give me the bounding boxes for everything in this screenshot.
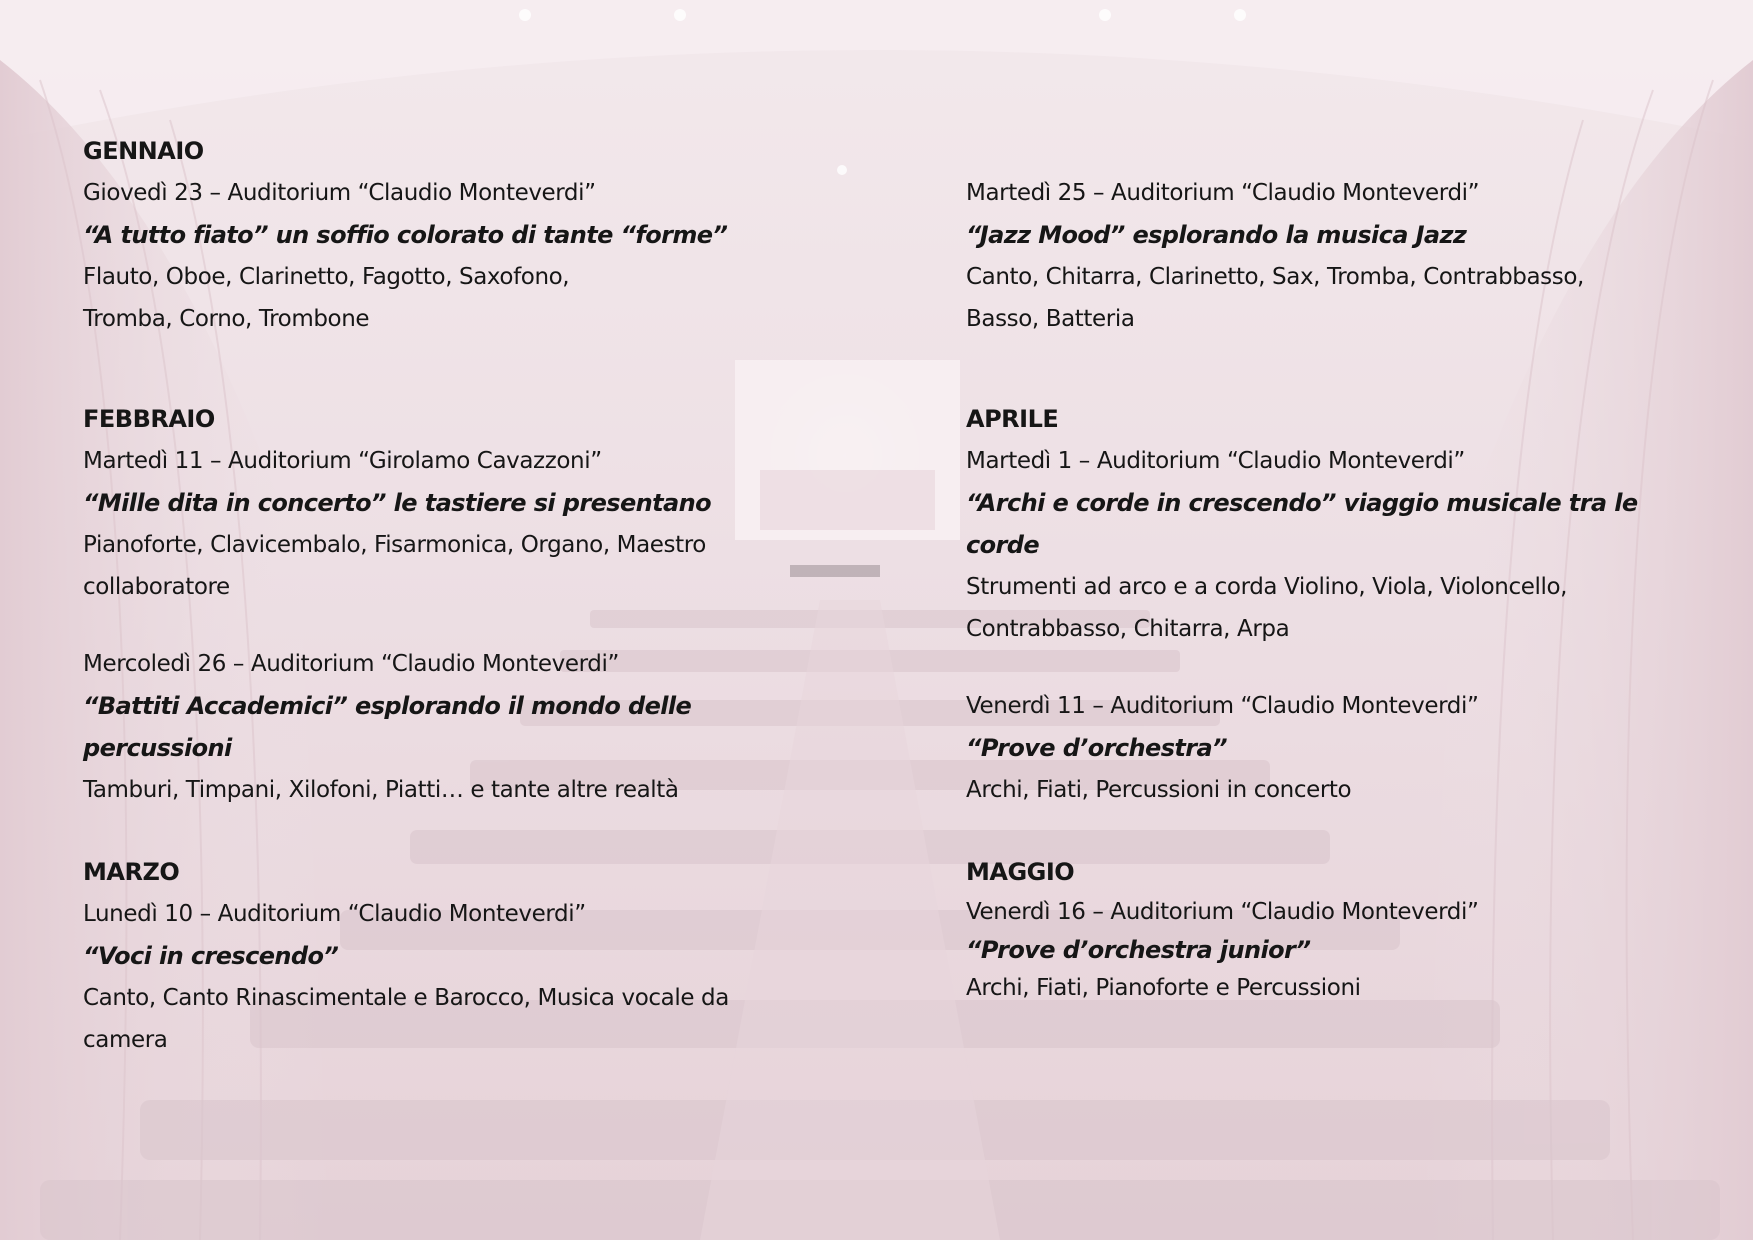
month-heading: MARZO bbox=[83, 858, 180, 886]
event-title: “A tutto fiato” un soffio colorato di tante “forme” bbox=[83, 221, 728, 249]
event-date-venue: Martedì 25 – Auditorium “Claudio Monteverdi” bbox=[966, 180, 1480, 206]
month-section-marzo bbox=[83, 851, 803, 1061]
event-instruments: Flauto, Oboe, Clarinetto, Fagotto, Saxofono, Tromba, Corno, Trombone bbox=[83, 264, 570, 332]
event-instruments: Strumenti ad arco e a corda Violino, Viola, Violoncello, Contrabbasso, Chitarra, Arpa bbox=[966, 574, 1568, 642]
event-title: “Mille dita in concerto” le tastiere si presentano bbox=[83, 489, 711, 517]
event-entry bbox=[83, 643, 803, 811]
event-date-venue: Mercoledì 26 – Auditorium “Claudio Monteverdi” bbox=[83, 651, 619, 677]
event-date-venue: Lunedì 10 – Auditorium “Claudio Monteverdi” bbox=[83, 901, 586, 927]
event-instruments: Tamburi, Timpani, Xilofoni, Piatti… e tante altre realtà bbox=[83, 777, 679, 803]
event-title: “Prove d’orchestra” bbox=[966, 734, 1227, 762]
month-heading: FEBBRAIO bbox=[83, 405, 215, 433]
event-date-venue: Venerdì 16 – Auditorium “Claudio Monteverdi” bbox=[966, 899, 1479, 925]
month-section-gennaio bbox=[83, 130, 803, 340]
program-column-left bbox=[83, 130, 803, 1061]
event-entry bbox=[966, 685, 1656, 811]
event-entry bbox=[83, 440, 803, 608]
event-entry bbox=[966, 172, 1656, 340]
event-date-venue: Martedì 11 – Auditorium “Girolamo Cavazzoni” bbox=[83, 448, 602, 474]
event-instruments: Canto, Chitarra, Clarinetto, Sax, Tromba, Contrabbasso, Basso, Batteria bbox=[966, 264, 1584, 332]
event-entry bbox=[966, 893, 1656, 1007]
event-title: “Prove d’orchestra junior” bbox=[966, 936, 1311, 964]
month-section-aprile bbox=[966, 398, 1656, 811]
event-title: “Archi e corde in crescendo” viaggio musicale tra le corde bbox=[966, 489, 1638, 559]
event-date-venue: Martedì 1 – Auditorium “Claudio Monteverdi” bbox=[966, 448, 1465, 474]
event-instruments: Archi, Fiati, Pianoforte e Percussioni bbox=[966, 975, 1361, 1001]
month-section-maggio bbox=[966, 851, 1656, 1007]
event-instruments: Canto, Canto Rinascimentale e Barocco, Musica vocale da camera bbox=[83, 985, 729, 1053]
event-entry bbox=[83, 893, 803, 1061]
event-title: “Jazz Mood” esplorando la musica Jazz bbox=[966, 221, 1467, 249]
event-date-venue: Venerdì 11 – Auditorium “Claudio Monteverdi” bbox=[966, 693, 1479, 719]
event-entry bbox=[966, 440, 1656, 650]
month-section-febbraio bbox=[83, 398, 803, 811]
event-title: “Voci in crescendo” bbox=[83, 942, 339, 970]
event-title: “Battiti Accademici” esplorando il mondo delle percussioni bbox=[83, 692, 692, 762]
event-instruments: Archi, Fiati, Percussioni in concerto bbox=[966, 777, 1352, 803]
event-entry bbox=[83, 172, 803, 340]
event-instruments: Pianoforte, Clavicembalo, Fisarmonica, Organo, Maestro collaboratore bbox=[83, 532, 706, 600]
month-heading: APRILE bbox=[966, 405, 1059, 433]
program-column-right bbox=[966, 130, 1656, 1007]
month-heading: GENNAIO bbox=[83, 137, 204, 165]
month-heading: MAGGIO bbox=[966, 858, 1075, 886]
month-section-marzo-continued bbox=[966, 130, 1656, 340]
event-date-venue: Giovedì 23 – Auditorium “Claudio Monteverdi” bbox=[83, 180, 596, 206]
